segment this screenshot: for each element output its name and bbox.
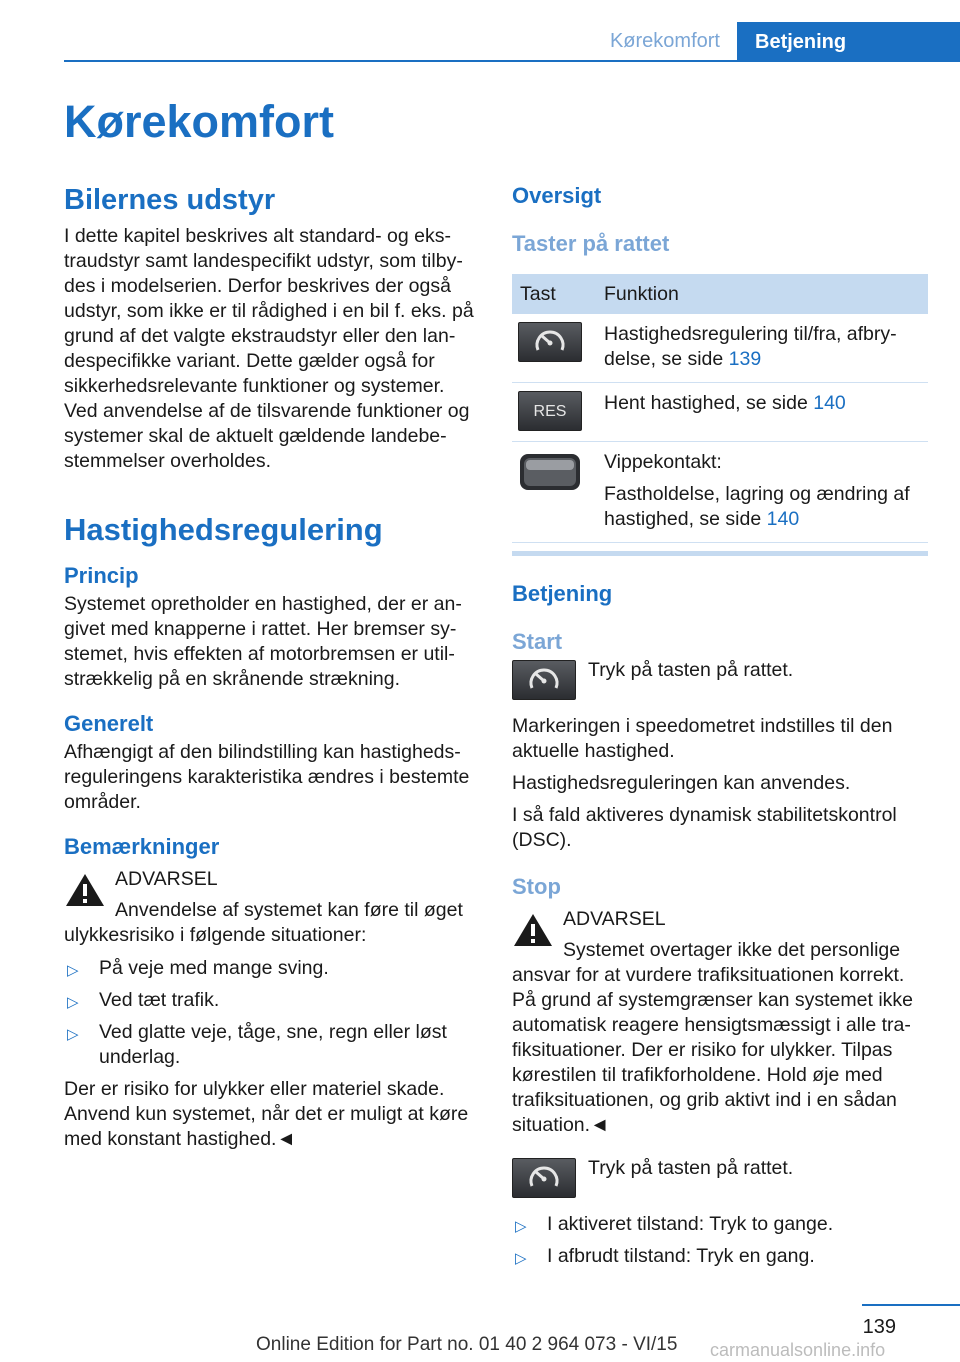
subheading-oversigt: Oversigt <box>512 183 602 208</box>
page-link[interactable]: 139 <box>728 348 762 370</box>
triangle-bullet-icon: ▷ <box>515 1218 527 1235</box>
stop-key-row <box>512 1156 928 1200</box>
generelt-paragraph: Afhængigt af den bilindstilling kan hastighedsreguleringens karakteristika ændres i bestemte områder. <box>64 741 470 813</box>
bullet-list <box>512 1212 928 1269</box>
rocker-switch-icon <box>518 450 582 494</box>
section-heading-udstyr: Bilernes udstyr <box>64 184 276 216</box>
chapter-title: Kørekomfort <box>64 96 335 147</box>
table-header-key: Tast <box>512 274 596 314</box>
triangle-bullet-icon: ▷ <box>67 994 79 1011</box>
start-key-row <box>512 658 928 702</box>
footer-rule <box>862 1304 960 1306</box>
warning-icon <box>512 911 554 949</box>
warning-text: Anvendelse af systemet kan føre til øget ulykkesrisiko i følgende situationer: <box>64 899 463 946</box>
speedometer-icon <box>524 666 564 694</box>
table-end-rule <box>512 551 928 556</box>
cruise-control-button-icon <box>518 322 582 362</box>
footer-edition: Online Edition for Part no. 01 40 2 964 073 - VI/15 <box>256 1334 678 1355</box>
cruise-control-button-icon <box>512 1158 576 1198</box>
start-paragraph-2: Hastighedsreguleringen kan anvendes. <box>512 772 851 794</box>
stop-press-text: Tryk på tasten på rattet. <box>588 1157 794 1179</box>
start-paragraph-1: Markeringen i speedometret indstilles til den aktuelle hastighed. <box>512 715 893 762</box>
list-item: ▷ Ved tæt trafik. <box>64 988 480 1013</box>
closing-paragraph: Der er risiko for ulykker eller materiel skade. Anvend kun systemet, når det er muligt at køre med konstant hastighed.◄ <box>64 1078 469 1150</box>
page-link[interactable]: 140 <box>766 508 800 530</box>
triangle-bullet-icon: ▷ <box>67 962 79 979</box>
res-button-icon: RES <box>518 391 582 431</box>
header-section-label: Kørekomfort <box>609 30 720 52</box>
table-cell-function: Hastighedsregulering til/fra, afbrydelse, se side 139 <box>596 314 928 383</box>
start-press-text: Tryk på tasten på rattet. <box>588 659 794 681</box>
left-column <box>64 182 480 1159</box>
subheading-generelt: Generelt <box>64 711 154 736</box>
header-rule <box>64 60 960 62</box>
triangle-bullet-icon: ▷ <box>515 1250 527 1267</box>
list-item: ▷ På veje med mange sving. <box>64 956 480 981</box>
table-row <box>512 314 928 383</box>
right-column <box>512 182 928 1276</box>
table-row <box>512 442 928 543</box>
subheading-betjening: Betjening <box>512 581 613 606</box>
table-header-row <box>512 274 928 314</box>
table-row <box>512 383 928 442</box>
table-header-function: Funktion <box>596 274 928 314</box>
triangle-bullet-icon: ▷ <box>67 1026 79 1043</box>
warning-block <box>512 907 928 1138</box>
page-number: 139 <box>862 1316 896 1338</box>
cruise-control-button-icon <box>512 660 576 700</box>
watermark: carmanualsonline.info <box>710 1340 886 1360</box>
speedometer-icon <box>530 328 570 356</box>
subheading-taster: Taster på rattet <box>512 231 670 256</box>
list-item: ▷ Ved glatte veje, tåge, sne, regn eller løst underlag. <box>67 1021 447 1068</box>
table-cell-function: Vippekontakt: Fastholdelse, lagring og ændring af hastighed, se side 140 <box>596 442 928 543</box>
speedometer-icon <box>524 1164 564 1192</box>
warning-title: ADVARSEL <box>115 868 218 890</box>
warning-icon <box>64 871 106 909</box>
list-item: ▷ I afbrudt tilstand: Tryk en gang. <box>512 1244 928 1269</box>
header-tab: Betjening <box>737 22 960 62</box>
warning-block <box>64 867 480 948</box>
table-cell-function: Hent hastighed, se side 140 <box>596 383 928 442</box>
start-paragraph-3: I så fald aktiveres dynamisk stabilitetskontrol (DSC). <box>512 804 897 851</box>
subheading-stop: Stop <box>512 874 561 899</box>
page-link[interactable]: 140 <box>813 392 846 414</box>
warning-title: ADVARSEL <box>563 908 666 930</box>
section-heading-hastighedsregulering: Hastighedsregulering <box>64 512 383 547</box>
subheading-start: Start <box>512 629 563 654</box>
subheading-bemaerkninger: Bemærkninger <box>64 834 220 859</box>
warning-text: Systemet overtager ikke det personlige ansvar for at vurdere trafiksituationen korrekt. På grund af systemgrænser kan systemet ikke automatisk reagere hensigtsmæssigt i alle trafiksituationer. Der er risiko for ulykker. Tilpas kørestilen til trafikforholdene. Hold øje med trafiksituationen, og grib aktivt ind i en sådan situation.◄ <box>512 939 913 1136</box>
intro-paragraph: I dette kapitel beskrives alt standard- og ekstraudstyr samt landespecifikt udstyr, som tilbydes i modelserien. Derfor beskrives der også udstyr, som ikke er til rådighed i en bil f. eks. på grund af det valgte ekstraudstyr eller den landespecifikke variant. Dette gælder også for sikkerhedsrelevante funktioner og systemer. Ved anvendelse af de tilsvarende funktioner og systemer skal de aktuelt gældende landebestemmelser overholdes. <box>64 225 474 472</box>
bullet-list <box>64 956 480 1070</box>
list-item: ▷ I aktiveret tilstand: Tryk to gange. <box>512 1212 928 1237</box>
princip-paragraph: Systemet opretholder en hastighed, der er angivet med knapperne i rattet. Her bremser systemet, hvis effekten af motorbremsen er utilstrækkelig på en skrånende strækning. <box>64 593 462 690</box>
keys-table <box>512 274 928 543</box>
subheading-princip: Princip <box>64 563 139 588</box>
